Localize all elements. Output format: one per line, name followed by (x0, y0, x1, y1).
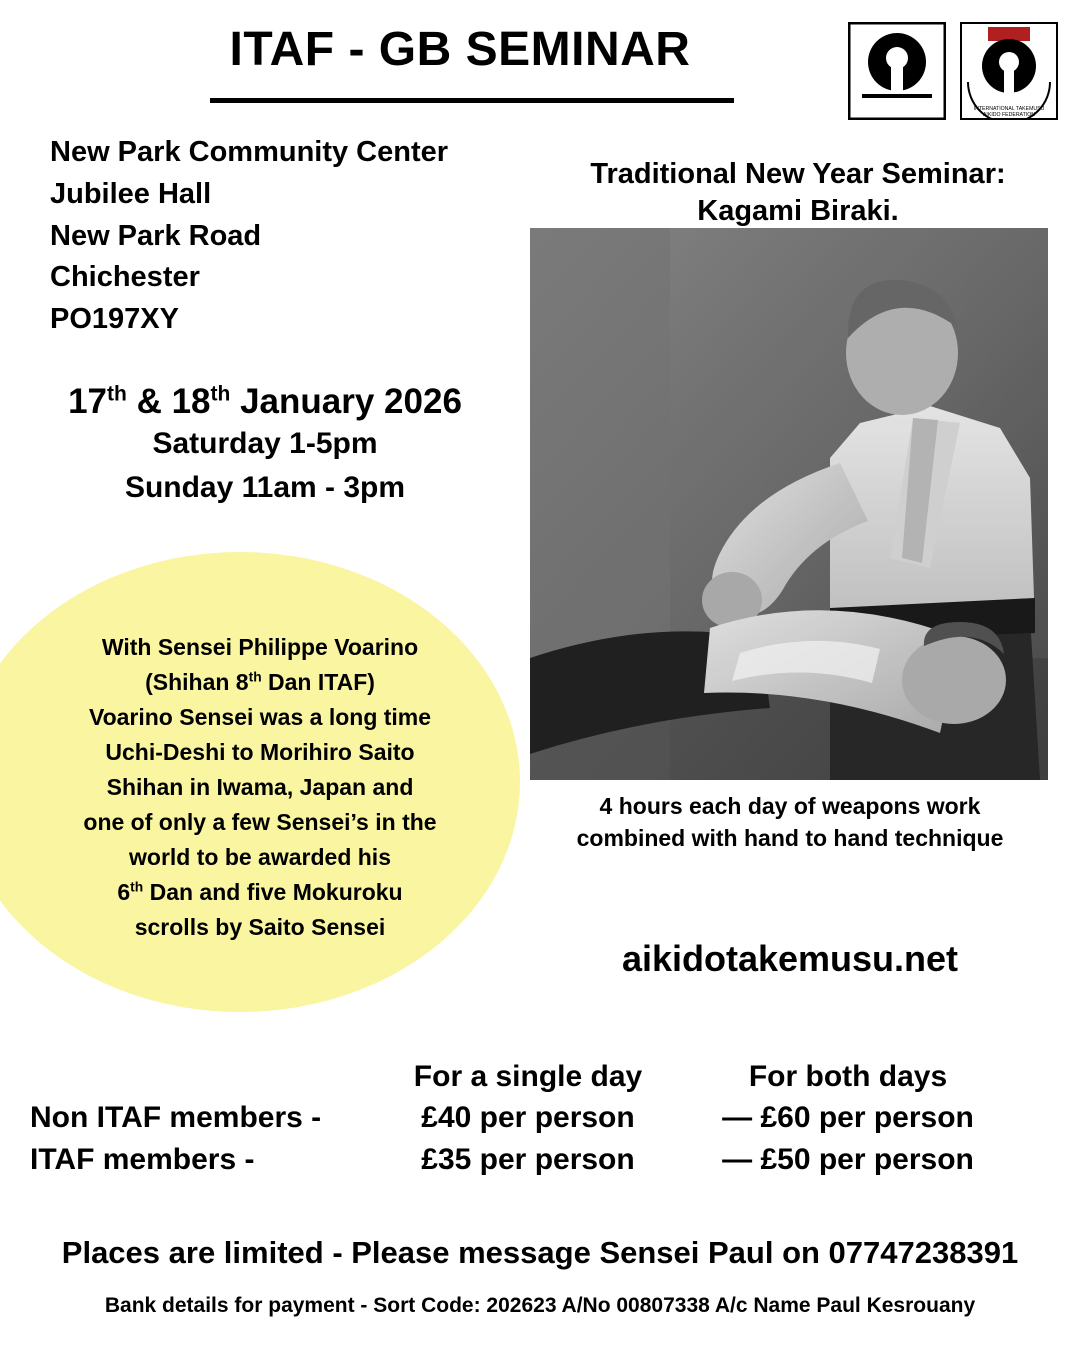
price-row-label: Non ITAF members - (30, 1101, 322, 1135)
seminar-subtitle-line1: Traditional New Year Seminar: (590, 158, 1006, 190)
svg-text:AIKIDO FEDERATION: AIKIDO FEDERATION (982, 112, 1036, 118)
date-second-day: 18 (171, 382, 211, 421)
price-row-single: £35 per person (421, 1142, 635, 1176)
photo-caption (524, 790, 1056, 854)
logo-group (848, 22, 1058, 120)
seminar-subtitle-line2: Kagami Biraki. (697, 194, 899, 227)
venue-line: PO197XY (50, 303, 179, 335)
price-table (30, 1056, 1050, 1180)
sunday-hours: Sunday 11am - 3pm (124, 470, 406, 504)
venue-line: Chichester (50, 261, 200, 294)
saturday-hours: Saturday 1-5pm (152, 427, 378, 461)
instructor-line: With Sensei Philippe Voarino (101, 634, 419, 660)
seminar-dates (30, 382, 500, 509)
contact-line: Places are limited - Please message Sensei Paul on 07747238391 (61, 1235, 1019, 1270)
international-takemusu-aikido-federation-logo (960, 22, 1058, 120)
date-first-sup: th (107, 382, 127, 406)
page-title: ITAF - GB SEMINAR (229, 23, 691, 76)
price-header-both: For both days (748, 1060, 948, 1093)
instructor-line: one of only a few Sensei’s in the (83, 808, 437, 835)
instructor-line: Voarino Sensei was a long time (88, 703, 432, 730)
price-table-header (30, 1056, 1050, 1097)
instructor-line: scrolls by Saito Sensei (134, 913, 386, 940)
venue-address (50, 132, 448, 341)
aikido-technique-photo (530, 228, 1048, 780)
date-first-day: 17 (68, 382, 108, 421)
table-row (30, 1139, 1050, 1180)
price-header-single: For a single day (413, 1060, 643, 1093)
instructor-line: Uchi-Deshi to Morihiro Saito (105, 738, 415, 765)
date-month-year: January 2026 (240, 382, 462, 421)
svg-text:INTERNATIONAL TAKEMUSU: INTERNATIONAL TAKEMUSU (973, 106, 1045, 112)
instructor-bio (30, 630, 490, 945)
title-underline (210, 98, 734, 103)
price-row-both: — £60 per person (722, 1101, 974, 1135)
price-row-both: — £50 per person (722, 1142, 974, 1176)
date-main-line (30, 382, 500, 422)
seminar-subtitle (530, 156, 1066, 229)
instructor-line: Shihan in Iwama, Japan and (106, 773, 414, 800)
website-link[interactable]: aikidotakemusu.net (621, 938, 959, 979)
date-ampersand: & (136, 382, 162, 421)
photo-caption-line2: combined with hand to hand technique (576, 825, 1004, 852)
price-row-single: £40 per person (421, 1101, 635, 1135)
instructor-line: world to be awarded his (129, 843, 391, 870)
table-row (30, 1097, 1050, 1138)
venue-line: New Park Road (50, 219, 262, 252)
itaf-circle-logo (848, 22, 946, 120)
instructor-line: 6th Dan and five Mokuroku (117, 878, 403, 905)
date-second-sup: th (210, 382, 231, 406)
venue-line: New Park Community Center (50, 136, 449, 168)
instructor-line: (Shihan 8th Dan ITAF) (145, 668, 375, 695)
venue-line: Jubilee Hall (50, 177, 212, 210)
bank-details-line: Bank details for payment - Sort Code: 202623 A/No 00807338 A/c Name Paul Kesrouany (104, 1294, 976, 1317)
photo-caption-line1: 4 hours each day of weapons work (599, 793, 981, 819)
price-row-label: ITAF members - (30, 1142, 255, 1176)
